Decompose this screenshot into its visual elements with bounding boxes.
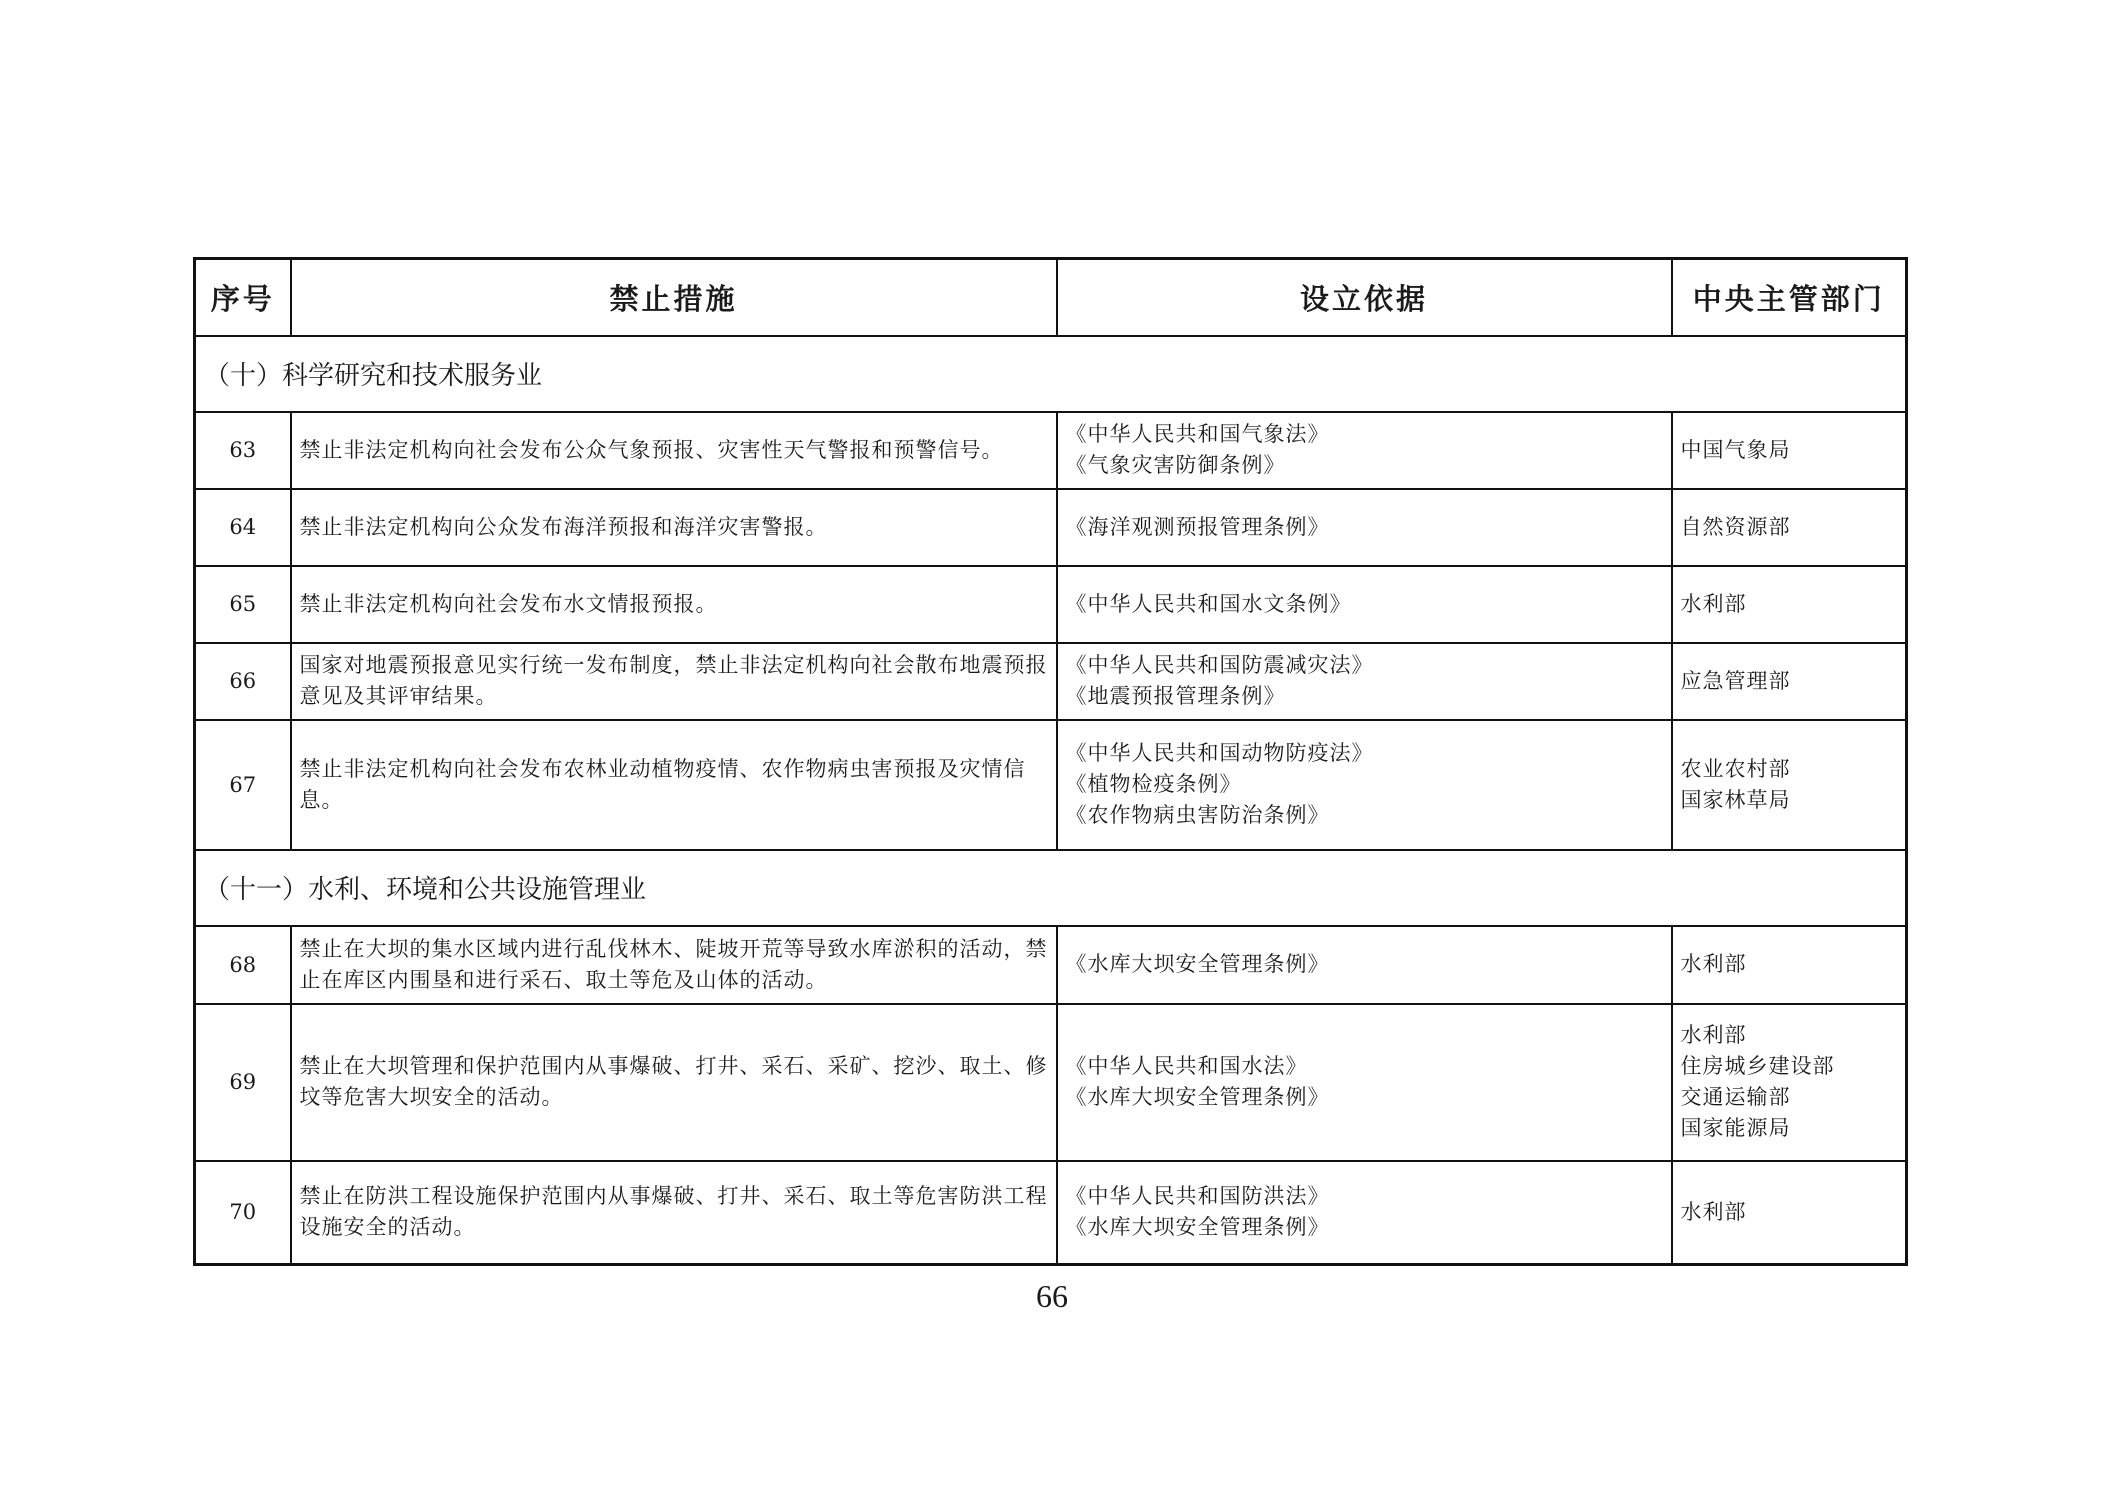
basis-law: 《中华人民共和国水文条例》 (1065, 591, 1352, 616)
header-basis: 设立依据 (1057, 259, 1672, 336)
section-row (195, 336, 1907, 412)
cell-department (1672, 643, 1907, 720)
cell-measure: 禁止非法定机构向社会发布农林业动植物疫情、农作物病虫害预报及灾情信息。 (291, 720, 1057, 850)
table-row (195, 643, 1907, 720)
header-serial: 序号 (195, 259, 291, 336)
cell-department (1672, 1161, 1907, 1265)
cell-basis (1057, 1004, 1672, 1161)
basis-law: 《水库大坝安全管理条例》 (1065, 952, 1330, 976)
department-name: 交通运输部 (1680, 1085, 1791, 1109)
cell-basis (1057, 720, 1672, 850)
section-title: （十）科学研究和技术服务业 (195, 336, 1907, 412)
section-row (195, 850, 1907, 926)
cell-measure: 禁止非法定机构向社会发布公众气象预报、灾害性天气警报和预警信号。 (291, 412, 1057, 489)
basis-law: 《农作物病虫害防治条例》 (1065, 803, 1330, 827)
department-name: 住房城乡建设部 (1680, 1054, 1835, 1078)
department-name: 农业农村部 (1680, 756, 1791, 781)
cell-basis (1057, 643, 1672, 720)
table-body (195, 336, 1907, 1265)
cell-serial: 63 (195, 412, 291, 489)
cell-department (1672, 1004, 1907, 1161)
header-department: 中央主管部门 (1672, 259, 1907, 336)
cell-serial: 64 (195, 489, 291, 566)
cell-serial: 66 (195, 643, 291, 720)
cell-measure: 禁止非法定机构向公众发布海洋预报和海洋灾害警报。 (291, 489, 1057, 566)
basis-law: 《水库大坝安全管理条例》 (1065, 1215, 1330, 1240)
header-row (195, 259, 1907, 336)
department-name: 水利部 (1680, 591, 1747, 616)
cell-basis (1057, 566, 1672, 643)
section-title: （十一）水利、环境和公共设施管理业 (195, 850, 1907, 926)
table-row (195, 720, 1907, 850)
department-name: 自然资源部 (1680, 514, 1791, 539)
cell-department (1672, 489, 1907, 566)
department-name: 应急管理部 (1680, 668, 1791, 693)
basis-law: 《中华人民共和国防震减灾法》 (1065, 653, 1374, 677)
basis-law: 《水库大坝安全管理条例》 (1065, 1085, 1330, 1109)
cell-serial: 68 (195, 926, 291, 1004)
cell-basis (1057, 926, 1672, 1004)
cell-measure: 禁止在防洪工程设施保护范围内从事爆破、打井、采石、取土等危害防洪工程设施安全的活动。 (291, 1161, 1057, 1265)
basis-law: 《中华人民共和国防洪法》 (1065, 1184, 1330, 1209)
department-name: 水利部 (1680, 1023, 1747, 1047)
cell-measure: 禁止非法定机构向社会发布水文情报预报。 (291, 566, 1057, 643)
cell-basis (1057, 412, 1672, 489)
department-name: 水利部 (1680, 952, 1747, 976)
cell-department (1672, 720, 1907, 850)
cell-department (1672, 926, 1907, 1004)
basis-law: 《中华人民共和国动物防疫法》 (1065, 741, 1374, 765)
cell-serial: 69 (195, 1004, 291, 1161)
cell-department (1672, 566, 1907, 643)
basis-law: 《气象灾害防御条例》 (1065, 453, 1286, 477)
table-row (195, 1161, 1907, 1265)
table-row (195, 566, 1907, 643)
basis-law: 《植物检疫条例》 (1065, 772, 1242, 796)
department-name: 国家能源局 (1680, 1116, 1791, 1140)
table-row (195, 1004, 1907, 1161)
basis-law: 《地震预报管理条例》 (1065, 684, 1286, 708)
basis-law: 《中华人民共和国气象法》 (1065, 422, 1330, 446)
cell-measure: 禁止在大坝管理和保护范围内从事爆破、打井、采石、采矿、挖沙、取土、修坟等危害大坝安全的活动。 (291, 1004, 1057, 1161)
basis-law: 《中华人民共和国水法》 (1065, 1054, 1308, 1078)
cell-serial: 65 (195, 566, 291, 643)
cell-measure: 国家对地震预报意见实行统一发布制度，禁止非法定机构向社会散布地震预报意见及其评审结果。 (291, 643, 1057, 720)
table-row (195, 489, 1907, 566)
header-measure: 禁止措施 (291, 259, 1057, 336)
table-row (195, 412, 1907, 489)
department-name: 水利部 (1680, 1199, 1747, 1224)
page-number: 66 (1036, 1278, 1068, 1314)
department-name: 国家林草局 (1680, 787, 1791, 812)
cell-measure: 禁止在大坝的集水区域内进行乱伐林木、陡坡开荒等导致水库淤积的活动，禁止在库区内围垦和进行采石、取土等危及山体的活动。 (291, 926, 1057, 1004)
table-row (195, 926, 1907, 1004)
cell-department (1672, 412, 1907, 489)
cell-serial: 70 (195, 1161, 291, 1265)
cell-basis (1057, 1161, 1672, 1265)
department-name: 中国气象局 (1680, 437, 1791, 462)
basis-law: 《海洋观测预报管理条例》 (1065, 514, 1330, 539)
cell-serial: 67 (195, 720, 291, 850)
prohibition-table (193, 257, 1908, 1266)
cell-basis (1057, 489, 1672, 566)
